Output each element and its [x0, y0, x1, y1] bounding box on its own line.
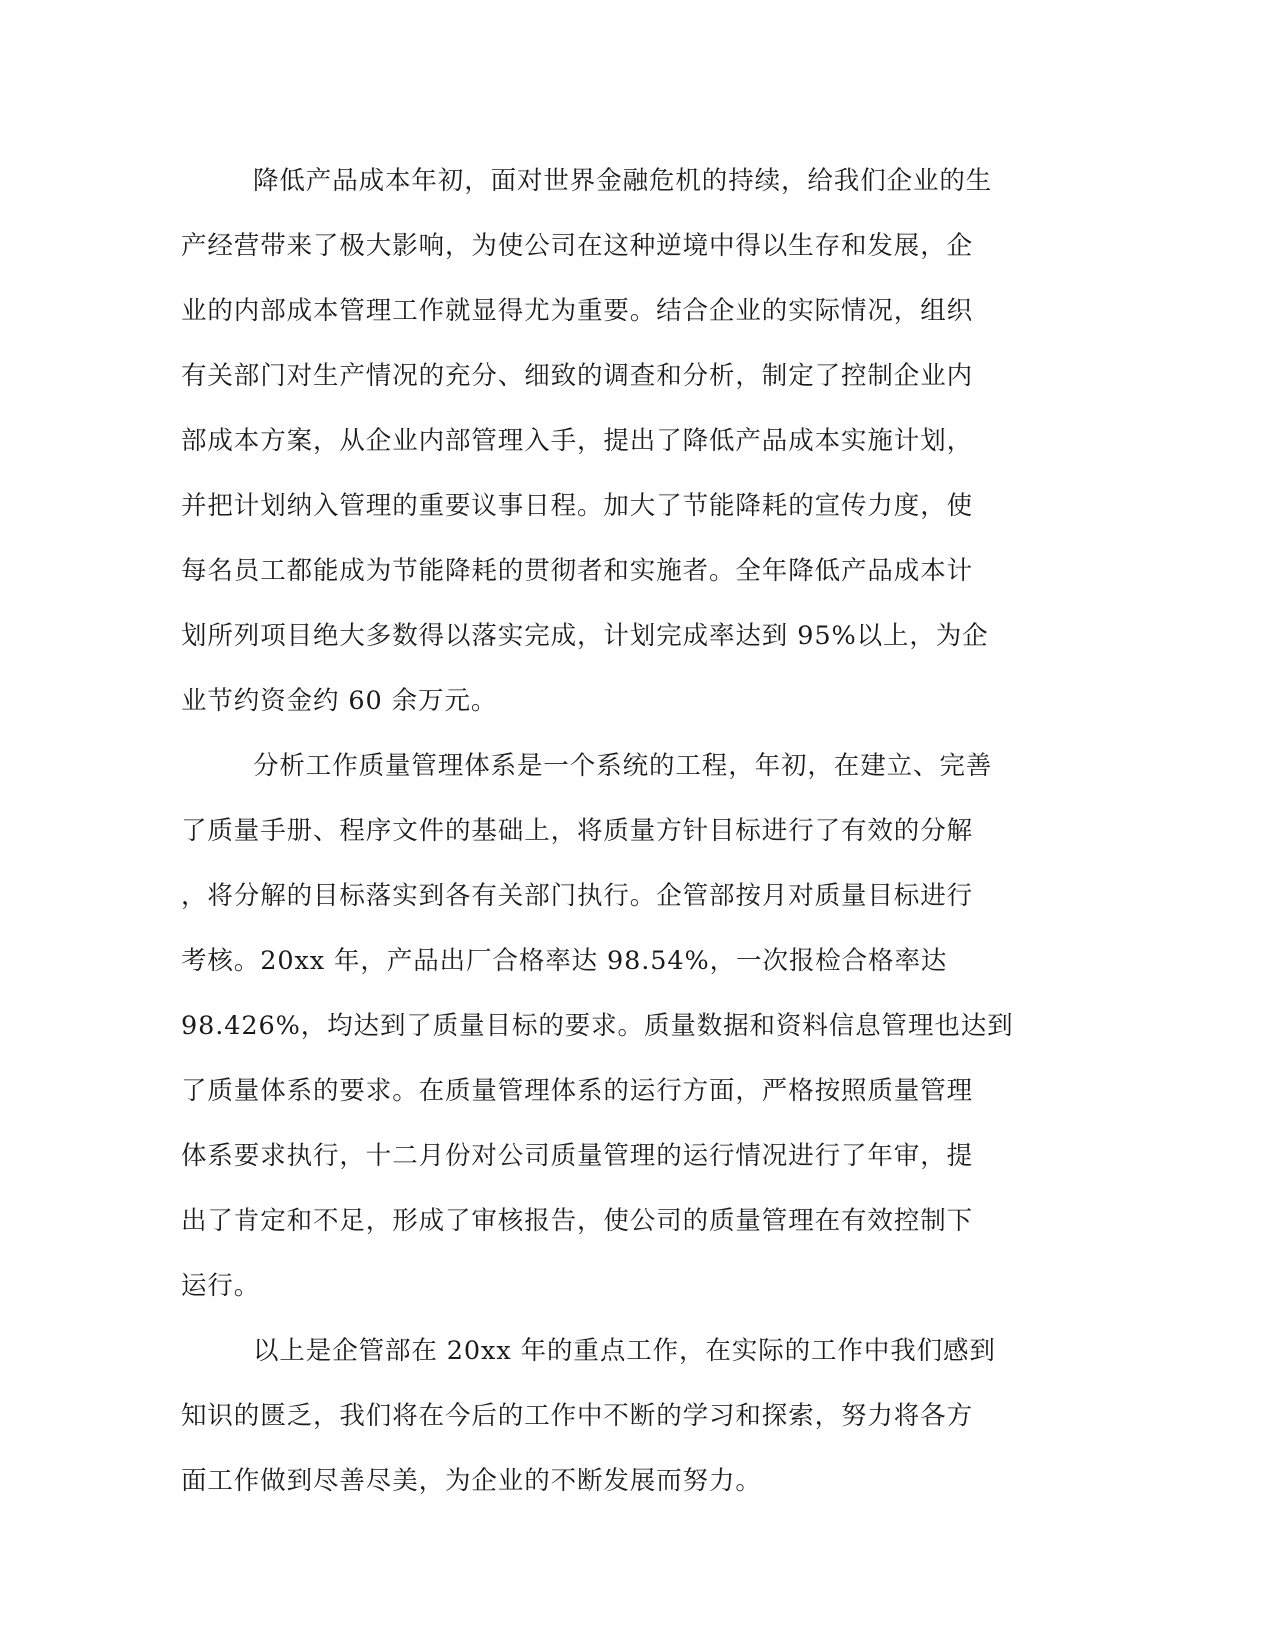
paragraph-line: 了质量手册、程序文件的基础上，将质量方针目标进行了有效的分解: [181, 816, 974, 846]
paragraph-line: 业的内部成本管理工作就显得尤为重要。结合企业的实际情况，组织: [181, 296, 974, 326]
paragraph-summary: [181, 1325, 1041, 1520]
paragraph-line: 出了肯定和不足，形成了审核报告，使公司的质量管理在有效控制下: [181, 1206, 974, 1236]
paragraph-line: 部成本方案，从企业内部管理入手，提出了降低产品成本实施计划，: [181, 426, 974, 456]
paragraph-line: 产经营带来了极大影响，为使公司在这种逆境中得以生存和发展，企: [181, 231, 974, 261]
paragraph-line: 降低产品成本年初，面对世界金融危机的持续，给我们企业的生: [253, 166, 993, 196]
paragraph-line: 并把计划纳入管理的重要议事日程。加大了节能降耗的宣传力度，使: [181, 491, 974, 521]
paragraph-line: 98.426%，均达到了质量目标的要求。质量数据和资料信息管理也达到: [181, 1011, 1014, 1041]
paragraph-line: ，将分解的目标落实到各有关部门执行。企管部按月对质量目标进行: [181, 881, 974, 911]
paragraph-line: 每名员工都能成为节能降耗的贯彻者和实施者。全年降低产品成本计: [181, 556, 974, 586]
paragraph-quality-management: [181, 740, 1041, 1325]
paragraph-line: 考核。20xx 年，产品出厂合格率达 98.54%，一次报检合格率达: [181, 946, 948, 976]
paragraph-line: 运行。: [181, 1271, 261, 1301]
paragraph-line: 了质量体系的要求。在质量管理体系的运行方面，严格按照质量管理: [181, 1076, 974, 1106]
paragraph-line: 分析工作质量管理体系是一个系统的工程，年初，在建立、完善: [253, 751, 993, 781]
document-body: [181, 155, 1041, 1520]
paragraph-line: 有关部门对生产情况的充分、细致的调查和分析，制定了控制企业内: [181, 361, 974, 391]
paragraph-line: 体系要求执行，十二月份对公司质量管理的运行情况进行了年审，提: [181, 1141, 974, 1171]
paragraph-cost-reduction: [181, 155, 1041, 740]
paragraph-line: 划所列项目绝大多数得以落实完成，计划完成率达到 95%以上，为企: [181, 621, 989, 651]
paragraph-line: 知识的匮乏，我们将在今后的工作中不断的学习和探索，努力将各方: [181, 1401, 974, 1431]
paragraph-line: 业节约资金约 60 余万元。: [181, 686, 498, 716]
paragraph-line: 面工作做到尽善尽美，为企业的不断发展而努力。: [181, 1466, 762, 1496]
paragraph-line: 以上是企管部在 20xx 年的重点工作，在实际的工作中我们感到: [253, 1336, 996, 1366]
